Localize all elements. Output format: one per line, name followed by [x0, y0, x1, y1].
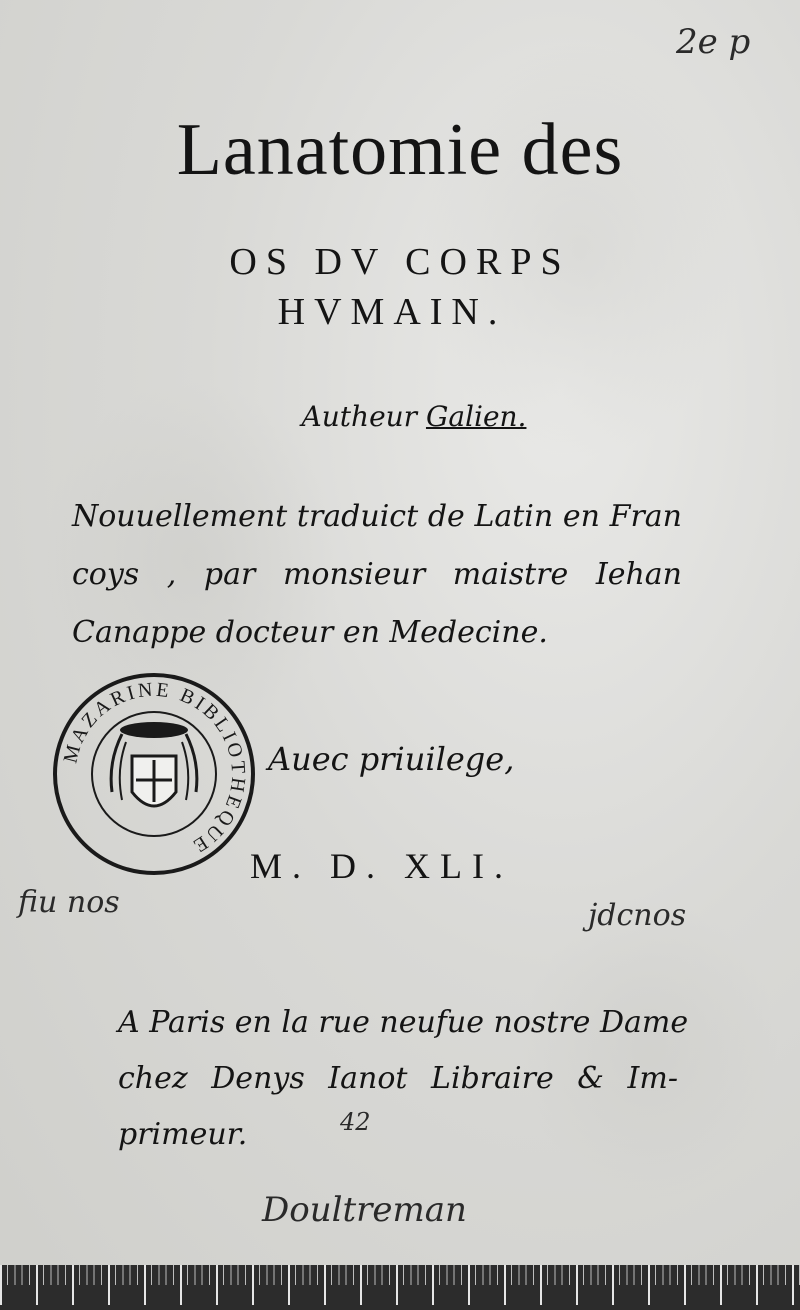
- imprint: [118, 995, 689, 1163]
- library-stamp-seal: [52, 672, 256, 876]
- publication-date: M. D. XLI.: [250, 846, 513, 886]
- measurement-ruler: [0, 1265, 800, 1310]
- owner-signature: Doultreman: [262, 1190, 467, 1230]
- handwritten-note-left: fiu nos: [18, 885, 120, 920]
- stamp-text: MAZARINE BIBLIOTHEQUE: [59, 678, 250, 859]
- title-line-3: HVMAIN.: [277, 291, 507, 333]
- handwritten-number: 42: [340, 1108, 371, 1136]
- title-line-2: OS DV CORPS: [229, 241, 571, 283]
- translation-note: [72, 488, 682, 662]
- handwritten-folio-note: 2e p: [676, 22, 751, 62]
- title-line-1: Lanatomie des: [176, 109, 624, 191]
- privilege-note: Auec priuilege,: [268, 740, 515, 778]
- imprint-line: A Paris en la rue neufue nostre Dame: [118, 1005, 689, 1040]
- translation-line: Canappe docteur en Medecine.: [72, 615, 548, 650]
- author-name: Galien.: [425, 400, 527, 433]
- translation-line: Nouuellement traduict de Latin en Fran: [72, 499, 682, 534]
- author-line: [14, 400, 800, 433]
- handwritten-note-right: jdcnos: [588, 898, 687, 933]
- ruler-ticks: [0, 1265, 800, 1310]
- author-prefix: Autheur: [301, 400, 418, 433]
- translation-line: coys , par monsieur maistre Iehan: [72, 557, 682, 592]
- imprint-line: primeur.: [118, 1117, 248, 1152]
- imprint-line: chez Denys Ianot Libraire & Im-: [118, 1061, 678, 1096]
